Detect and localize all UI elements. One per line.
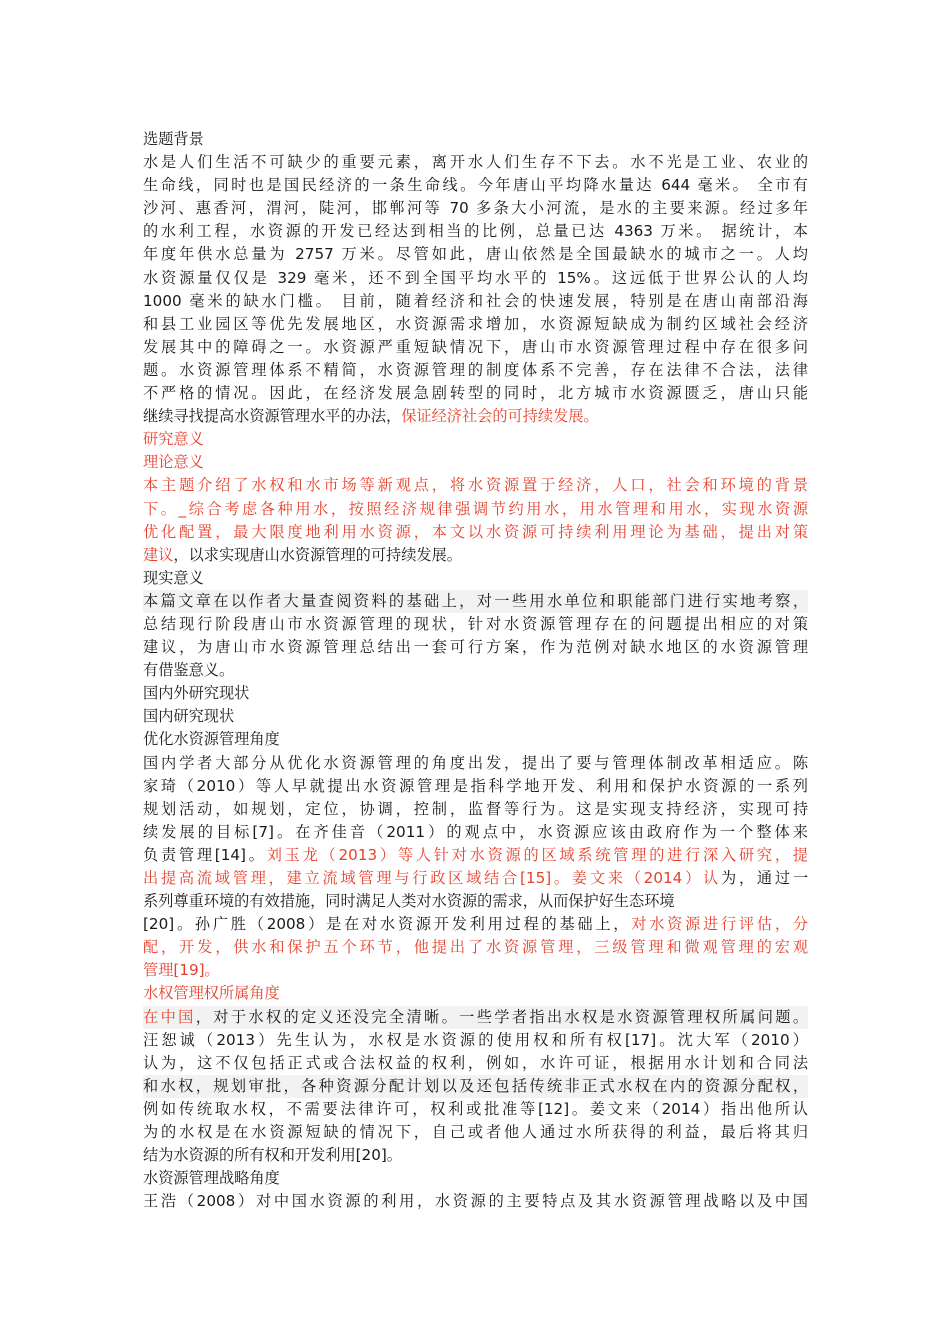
text-segment: 国内外研究现状 [143, 684, 250, 703]
highlighted-text: 建议 [143, 545, 174, 564]
text-line [143, 1144, 808, 1167]
text-segment: 续发展的目标[7]。在齐佳音（2011）的观点中，水资源应该由政府作为一个整体来 [143, 822, 808, 841]
text-segment: 和水权，规划审批，各种资源分配计划以及还包括传统非正式水权在内的资源分配权， [143, 1076, 808, 1095]
text-line [143, 1029, 808, 1052]
text-line [143, 1006, 808, 1029]
text-segment: 建议，为唐山市水资源管理总结出一套可行方案，作为范例对缺水地区的水资源管理 [143, 638, 808, 657]
text-segment: 汪恕诚（2013）先生认为，水权是水资源的使用权和所有权[17]。沈大军（2010） [143, 1030, 808, 1049]
highlighted-text: 出提高流域管理，建立流域管理与行政区域结合[15]。姜文来（2014）认 [143, 869, 722, 887]
text-segment: 1000 毫米的缺水门槛。 目前，随着经济和社会的快速发展，特别是在唐山南部沿海 [143, 291, 808, 310]
text-segment: 家琦（2010）等人早就提出水资源管理是指科学地开发、利用和保护水资源的一系列 [143, 776, 808, 795]
text-segment: 生命线，同时也是国民经济的一条生命线。今年唐山平均降水量达 644 毫米。 全市有 [143, 176, 808, 195]
text-line [143, 359, 808, 382]
highlighted-text: 下。_综合考虑各种用水，按照经济规律强调节约用水，用水管理和用水，实现水资源 [143, 499, 808, 518]
text-segment: 题。水资源管理体系不精简，水资源管理的制度体系不完善，存在法律不合法，法律 [143, 360, 808, 379]
highlighted-text: 理论意义 [143, 453, 204, 472]
text-segment: 继续寻找提高水资源管理水平的办法， [143, 407, 402, 426]
text-line [143, 798, 808, 821]
text-line [143, 775, 808, 798]
text-segment: 为，通过一 [721, 869, 809, 887]
text-segment: 本篇文章在以作者大量查阅资料的基础上，对一些用水单位和职能部门进行实地考察， [143, 591, 808, 610]
text-line [143, 867, 808, 890]
text-line [143, 844, 808, 867]
text-segment: 例如传统取水权，不需要法律许可，权利或批准等[12]。姜文来（2014）指出他所认 [143, 1099, 808, 1118]
text-line [143, 752, 808, 775]
text-segment: 水是人们生活不可缺少的重要元素，离开水人们生存不下去。水不光是工业、农业的 [143, 153, 808, 172]
text-line [143, 151, 808, 174]
text-line [143, 544, 808, 567]
text-line [143, 313, 808, 336]
text-segment: 系列尊重环境的有效措施，同时满足人类对水资源的需求，从而保护好生态环境 [143, 892, 675, 911]
text-line [143, 1121, 808, 1144]
text-line [143, 405, 808, 428]
text-line [143, 128, 808, 151]
highlighted-text: 研究意义 [143, 430, 204, 449]
text-line [143, 982, 808, 1005]
text-segment: 王浩（2008）对中国水资源的利用，水资源的主要特点及其水资源管理战略以及中国 [143, 1192, 808, 1211]
highlighted-text: 优化配置，最大限度地利用水资源，本文以水资源可持续利用理论为基础，提出对策 [143, 522, 808, 541]
highlighted-text: 刘玉龙（2013）等人针对水资源的区域系统管理的进行深入研究，提 [266, 845, 808, 864]
text-line [143, 659, 808, 682]
text-line [143, 174, 808, 197]
text-line [143, 474, 808, 497]
highlighted-text: 保证经济社会的可持续发展。 [401, 407, 599, 426]
text-line [143, 243, 808, 266]
text-segment: 水资源管理战略角度 [143, 1169, 280, 1188]
text-segment: 选题背景 [143, 130, 204, 148]
highlighted-text: 在中国 [143, 1007, 196, 1026]
text-line [143, 959, 808, 982]
highlighted-text: 本主题介绍了水权和水市场等新观点，将水资源置于经济，人口，社会和环境的背景 [143, 476, 808, 495]
text-line [143, 1075, 808, 1098]
text-segment: 有借鉴意义。 [143, 661, 235, 680]
text-segment: 水资源量仅仅是 329 毫米，还不到全国平均水平的 15%。这远低于世界公认的人均 [143, 268, 808, 287]
text-segment: 负责管理[14]。 [143, 845, 267, 864]
text-segment: 现实意义 [143, 568, 204, 587]
text-line [143, 498, 808, 521]
highlighted-text: 配，开发，供水和保护五个环节，他提出了水资源管理，三级管理和微观管理的宏观 [143, 938, 808, 957]
text-line [143, 451, 808, 474]
text-line [143, 1098, 808, 1121]
text-line [143, 913, 808, 936]
text-line [143, 936, 808, 959]
text-line [143, 290, 808, 313]
highlighted-text: 对水资源进行评估，分 [631, 915, 809, 934]
highlighted-text: 水权管理权所属角度 [143, 984, 280, 1003]
text-line [143, 1052, 808, 1075]
text-line [143, 336, 808, 359]
text-line [143, 220, 808, 243]
text-segment: 为的水权是在水资源短缺的情况下，自己或者他人通过水所获得的利益，最后将其归 [143, 1123, 808, 1142]
highlighted-text: 管理[19]。 [143, 961, 220, 980]
text-segment: 年度年供水总量为 2757 万米。尽管如此，唐山依然是全国最缺水的城市之一。人均 [143, 245, 808, 264]
text-segment: 国内学者大部分从优化水资源管理的角度出发，提出了要与管理体制改革相适应。陈 [143, 753, 808, 772]
text-segment: 规划活动，如规划，定位，协调，控制，监督等行为。这是实现支持经济，实现可持 [143, 799, 808, 818]
text-segment: 认为，这不仅包括正式或合法权益的权利，例如，水许可证，根据用水计划和合同法 [143, 1053, 808, 1072]
text-line [143, 521, 808, 544]
text-line [143, 197, 808, 220]
text-line [143, 613, 808, 636]
text-segment: 发展其中的障碍之一。水资源严重短缺情况下，唐山市水资源管理过程中存在很多问 [143, 337, 808, 356]
text-line [143, 636, 808, 659]
text-segment: 的水利工程，水资源的开发已经达到相当的比例，总量已达 4363 万米。 据统计，本 [143, 222, 808, 241]
text-line [143, 567, 808, 590]
text-segment: 不严格的情况。因此，在经济发展急剧转型的同时，北方城市水资源匮乏，唐山只能 [143, 384, 808, 403]
text-line [143, 590, 808, 613]
text-line [143, 890, 808, 913]
text-segment: 和县工业园区等优先发展地区，水资源需求增加，水资源短缺成为制约区域社会经济 [143, 314, 808, 333]
text-line [143, 1167, 808, 1190]
text-segment: 沙河、惠香河，渭河，陡河，邯郸河等 70 多条大小河流，是水的主要来源。经过多年 [143, 199, 808, 218]
text-line [143, 382, 808, 405]
document-body [143, 128, 808, 1213]
text-line [143, 682, 808, 705]
text-line [143, 428, 808, 451]
text-segment: 结为水资源的所有权和开发利用[20]。 [143, 1146, 402, 1165]
text-line [143, 1190, 808, 1213]
text-segment: [20]。孙广胜（2008）是在对水资源开发利用过程的基础上， [143, 915, 632, 934]
text-line [143, 728, 808, 751]
text-line [143, 705, 808, 728]
text-line [143, 821, 808, 844]
text-segment: 国内研究现状 [143, 707, 235, 726]
text-segment: ，以求实现唐山水资源管理的可持续发展。 [173, 545, 462, 564]
text-line [143, 267, 808, 290]
text-segment: 优化水资源管理角度 [143, 730, 280, 749]
text-segment: 总结现行阶段唐山市水资源管理的现状，针对水资源管理存在的问题提出相应的对策 [143, 614, 808, 633]
text-segment: ，对于水权的定义还没完全清晰。一些学者指出水权是水资源管理权所属问题。 [195, 1007, 808, 1026]
